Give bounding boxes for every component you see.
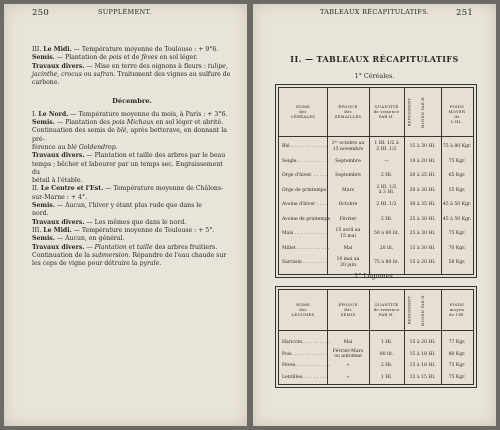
table-cell — [327, 173, 369, 179]
table-cell — [369, 202, 404, 208]
table-cell — [369, 352, 404, 358]
cell-text: Lentilles. . . . . . . . . — [282, 374, 327, 380]
right-running-head: TABLEAUX RÉCAPITULATIFS. — [320, 8, 429, 16]
table-cell — [282, 173, 326, 179]
column-header-text: POIDS MOYEN — [448, 104, 466, 114]
text-line: temps ; bêcher et labourer par un temps sec. Engraissement du — [32, 160, 223, 176]
table-cell — [404, 173, 441, 179]
table-cell — [404, 246, 441, 252]
cell-text: 50 à 60 lit. — [373, 231, 400, 236]
table-cell — [404, 363, 441, 369]
column-header-text: des — [344, 109, 352, 114]
table-cell — [282, 231, 329, 237]
cell-text: Orge de printemps — [282, 187, 326, 193]
cell-text: 12 à 15 Hl. — [409, 374, 436, 380]
column-header — [327, 104, 369, 119]
column-header — [441, 104, 473, 124]
cell-text: 45 à 50 Kgr. — [442, 202, 472, 207]
table-cell — [404, 352, 441, 358]
cell-text: 75 Kgr. — [448, 363, 466, 368]
table-cell — [369, 173, 404, 179]
cell-text: Maïs . . . . . . . . . . . . — [282, 231, 329, 236]
cell-text: 15 à 30 Hl. — [409, 144, 436, 149]
table-cell — [327, 363, 369, 369]
cell-text: 15 à 20 Hl. — [409, 340, 436, 345]
cell-text: 2 Hl. 1/2 — [376, 146, 397, 152]
cell-text: 18 à 20 Hl. — [409, 158, 436, 164]
table-cell — [404, 231, 441, 237]
intro-block — [32, 46, 232, 87]
right-page-number: 251 — [456, 8, 474, 18]
table-cell — [369, 375, 404, 381]
right-page — [253, 4, 496, 426]
text-line: Travaux divers. — Plantation et taille des arbres fruitiers. — [32, 243, 218, 251]
cell-text: à 3 Hl. — [378, 190, 395, 195]
cell-text: 2 Hl. — [380, 363, 393, 368]
column-header — [279, 302, 327, 317]
cell-text: 65 Kgr. — [448, 173, 466, 178]
table-cell — [404, 375, 441, 381]
cell-text: Sarrasin . . . . . . . . . — [282, 260, 329, 265]
table-cell — [369, 260, 404, 266]
cell-text: Blé . . . . . . . . . . . . . — [282, 144, 328, 149]
cell-text: 10 mai au — [336, 257, 360, 262]
column-header-text: SEMIS — [340, 312, 356, 317]
cell-text: 75 à 80 Kgr. — [442, 144, 472, 149]
text-line: Travaux divers. — Les mêmes que dans le nord. — [32, 218, 187, 226]
text-line: III. Le Midi. — Température moyenne de Toulouse : + 9°6. — [32, 46, 219, 53]
table-cell — [282, 363, 329, 369]
column-header-rotated: MOYEN PAR H. — [421, 293, 426, 327]
table-cell — [441, 188, 473, 194]
column-header-rotated: RENDEMENT — [407, 295, 412, 325]
cell-text: Septembre — [335, 173, 361, 178]
cell-text: 75 Kgr. — [448, 374, 466, 380]
cell-text: 75 Kgr. — [448, 158, 466, 164]
text-line: Continuation des semis de blé, après betterave, en donnant la pré- — [32, 127, 227, 143]
cereales-table — [275, 84, 477, 278]
table-cell — [441, 260, 473, 266]
column-header-text: ÉPOQUE — [338, 104, 358, 109]
column-header-text: de semence — [373, 109, 400, 114]
cell-text: 2 Hl. 1/2 — [376, 184, 397, 190]
table-cell — [327, 340, 369, 346]
cell-text: 15 à 18 Hl. — [409, 351, 436, 357]
table-cell — [282, 245, 330, 252]
column-header-text: POIDS — [449, 302, 465, 307]
left-page-number: 250 — [32, 8, 50, 18]
table-cell — [282, 351, 329, 358]
cell-text: 15 à 20 Hl. — [409, 260, 436, 265]
cell-text: Février — [339, 216, 357, 222]
column-header-text: ÉPOQUE — [338, 302, 358, 307]
column-header — [279, 104, 327, 119]
left-page — [4, 4, 247, 426]
cell-text: 15 avril au — [335, 228, 361, 233]
table-cell — [369, 159, 404, 165]
table-cell — [369, 231, 404, 237]
text-line: nord. — [32, 210, 49, 218]
cell-text: Fèves. . . . . . . . . . . . — [282, 363, 329, 368]
table-cell — [441, 173, 473, 179]
table-cell — [441, 144, 473, 150]
section-cereales-heading: 1° Céréales. — [354, 72, 395, 80]
cell-text: 20 juin — [339, 262, 357, 268]
text-line: Continuation de la submersion. Répandre de l'eau chaude sur — [32, 251, 227, 259]
table-cell — [441, 202, 473, 208]
table-cell — [441, 352, 473, 358]
text-line: Semis. — Aucun, en général. — [32, 235, 125, 243]
table-cell — [327, 228, 369, 239]
column-header-text: de l'Hl. — [448, 312, 466, 317]
table-cell — [282, 202, 326, 208]
table-cell — [282, 216, 331, 223]
cell-text: Seigle . . . . . . . . . . — [282, 158, 326, 164]
cell-text: 1 Hl. — [380, 374, 393, 380]
cell-text: 80 Kgr. — [448, 351, 466, 357]
column-header-text: PAR H. — [378, 114, 395, 119]
text-line: les ceps de vigne pour détruire la pyrale. — [32, 260, 162, 268]
column-header-text: moyen — [449, 307, 465, 312]
column-header — [369, 104, 404, 119]
cell-text: Février-Mars — [332, 348, 364, 354]
table-cell — [404, 260, 441, 266]
page-title: II. — TABLEAUX RÉCAPITULATIFS — [290, 54, 459, 64]
table-cell — [404, 188, 441, 194]
cell-text: 20 lit. — [379, 245, 394, 251]
cell-text: Orge d'hiver. . . . . . — [282, 173, 327, 178]
table-cell — [327, 202, 369, 208]
table-cell — [327, 375, 369, 381]
cell-text: Haricots. . . . . . . . . . — [282, 340, 330, 345]
table-cell — [369, 141, 404, 152]
text-line: carbone. — [32, 79, 60, 87]
column-header-text: QUANTITÉ — [374, 302, 399, 307]
table-cell — [327, 246, 369, 252]
cell-text: 15 à 18 Hl. — [409, 363, 436, 368]
column-header-text: des — [299, 307, 307, 312]
header-divider — [279, 330, 473, 331]
table-cell — [404, 202, 441, 208]
cell-text: Octobre — [338, 202, 358, 207]
table-cell — [327, 217, 369, 223]
column-header — [327, 302, 369, 317]
cell-text: Avoine d'hiver . . . . — [282, 202, 327, 207]
column-header — [441, 302, 473, 317]
table-cell — [441, 217, 473, 223]
header-divider — [279, 136, 473, 137]
text-line: III. Le Midi. — Température moyenne de Toulouse : + 5°. — [32, 226, 215, 234]
column-header-text: QUANTITÉ — [374, 104, 399, 109]
cell-text: 55 Kgr. — [448, 187, 466, 193]
column-header-text: PAR H. — [378, 312, 395, 317]
table-cell — [327, 159, 369, 165]
text-line: jacinthe, crocus ou safran. Traitement des vignes au sulfure de — [32, 70, 231, 78]
legumes-table — [275, 286, 477, 388]
table-cell — [369, 217, 404, 223]
column-header-text: L'HL. — [450, 119, 464, 124]
cell-text: 1 Hl. 1/2 à — [374, 141, 399, 146]
column-header — [369, 302, 404, 317]
cell-text: Pois. . . . . . . . . . . . . — [282, 351, 329, 357]
column-header-text: LÉGUMES — [291, 312, 315, 317]
cell-text: — — [384, 158, 389, 164]
text-line: bétail à l'étable. — [32, 177, 83, 185]
text-line: férence au blé Goldendrop. — [32, 143, 118, 151]
cell-text: 75 Kgr. — [448, 231, 466, 236]
column-divider — [404, 290, 405, 384]
table-cell — [441, 231, 473, 237]
table-cell — [404, 340, 441, 346]
left-running-head: SUPPLÉMENT. — [98, 8, 152, 16]
cell-text: 2 Hl. — [380, 216, 393, 222]
cell-text: 15 mai — [340, 233, 356, 239]
column-header-text: des — [299, 109, 307, 114]
cell-text: 15 novembre — [332, 146, 364, 152]
cell-text: Mars — [342, 187, 354, 193]
column-header-text: de semence — [373, 307, 400, 312]
table-cell — [369, 185, 404, 196]
cell-text: Septembre — [335, 158, 361, 164]
table-cell — [327, 141, 369, 152]
column-header-text: SEMAILLES — [334, 114, 362, 119]
text-line: I. Le Nord. — Température moyenne du mois, à Paris : + 3°6. — [32, 110, 228, 118]
cell-text: 20 à 25 Hl. — [409, 173, 436, 178]
column-header-text: CÉRÉALES — [290, 114, 316, 119]
cell-text: 2 Hl. 1/2 — [376, 202, 397, 207]
table-cell — [282, 188, 326, 194]
table-cell — [404, 144, 441, 150]
cell-text: 80 lit. — [379, 351, 394, 357]
cell-text: 20 à 30 Hl. — [409, 187, 436, 193]
month-heading: Décembre. — [112, 97, 152, 106]
table-cell — [327, 188, 369, 194]
text-line: II. Le Centre et l'Est. — Température moyenne de Châlons- — [32, 185, 224, 193]
cell-text: Mai — [343, 245, 353, 251]
table-cell — [404, 159, 441, 165]
cell-text: 45 à 50 Kgr. — [442, 216, 472, 222]
cell-text: 15 à 30 Hl. — [409, 245, 436, 251]
cell-text: 75 à 80 lit. — [373, 260, 400, 265]
column-header-text: NOMS — [295, 302, 311, 307]
table-cell — [404, 217, 441, 223]
table-cell — [327, 257, 369, 268]
table-cell — [282, 260, 329, 266]
table-cell — [282, 375, 326, 381]
text-line: sur-Marne : + 4°. — [32, 193, 88, 201]
table-cell — [327, 349, 369, 360]
cell-text: Avoine de printemps — [282, 216, 331, 222]
table-cell — [369, 246, 404, 252]
column-header-text: de — [454, 114, 460, 119]
table-cell — [441, 246, 473, 252]
text-line: Semis. — Aucun, l'hiver y étant plus rude que dans le — [32, 202, 202, 210]
text-line: Semis. — Plantation des pois Michaux en sol léger et abrité. — [32, 119, 224, 127]
table-cell — [282, 340, 330, 346]
cell-text: » — [346, 363, 350, 368]
cell-text: 30 à 35 Hl. — [409, 202, 436, 207]
column-header-text: NOMS — [295, 104, 311, 109]
text-line: Travaux divers. — Mise en terre des oignons à fleurs : tulipe, — [32, 62, 228, 70]
table-cell — [282, 144, 326, 150]
cell-text: Mai — [343, 340, 353, 345]
column-header-text: des — [344, 307, 352, 312]
section-legumes-heading: 2° Légumes. — [354, 272, 395, 280]
table-cell — [369, 363, 404, 369]
table-cell — [441, 363, 473, 369]
text-line: Travaux divers. — Plantation et taille des arbres par le beau — [32, 152, 226, 160]
table-cell — [441, 375, 473, 381]
cell-text: » — [346, 374, 350, 380]
cell-text: Millet. . . . . . . . . . . . — [282, 245, 330, 251]
cell-text: 1 Hl. — [380, 340, 393, 345]
table-cell — [441, 340, 473, 346]
cell-text: 77 Kgr. — [448, 340, 466, 345]
column-header-rotated: MOYEN PAR H. — [421, 95, 426, 129]
cell-text: 58 Kgr. — [448, 260, 466, 265]
cell-text: 70 Kgr. — [448, 245, 466, 251]
december-block — [32, 111, 232, 269]
table-cell — [441, 159, 473, 165]
column-header-rotated: RENDEMENT — [407, 97, 412, 127]
cell-text: 1ᵉʳ octobre au — [331, 141, 365, 146]
cell-text: 25 à 30 Hl. — [409, 231, 436, 236]
text-line: Semis. — Plantation de pois et de fèves en sol léger. — [32, 54, 198, 62]
table-cell — [369, 340, 404, 346]
left-body — [32, 46, 232, 268]
cell-text: ou automne — [334, 354, 362, 359]
table-cell — [282, 159, 326, 165]
cell-text: 2 Hl. — [380, 173, 393, 178]
cell-text: 25 à 30 Hl. — [409, 216, 436, 222]
